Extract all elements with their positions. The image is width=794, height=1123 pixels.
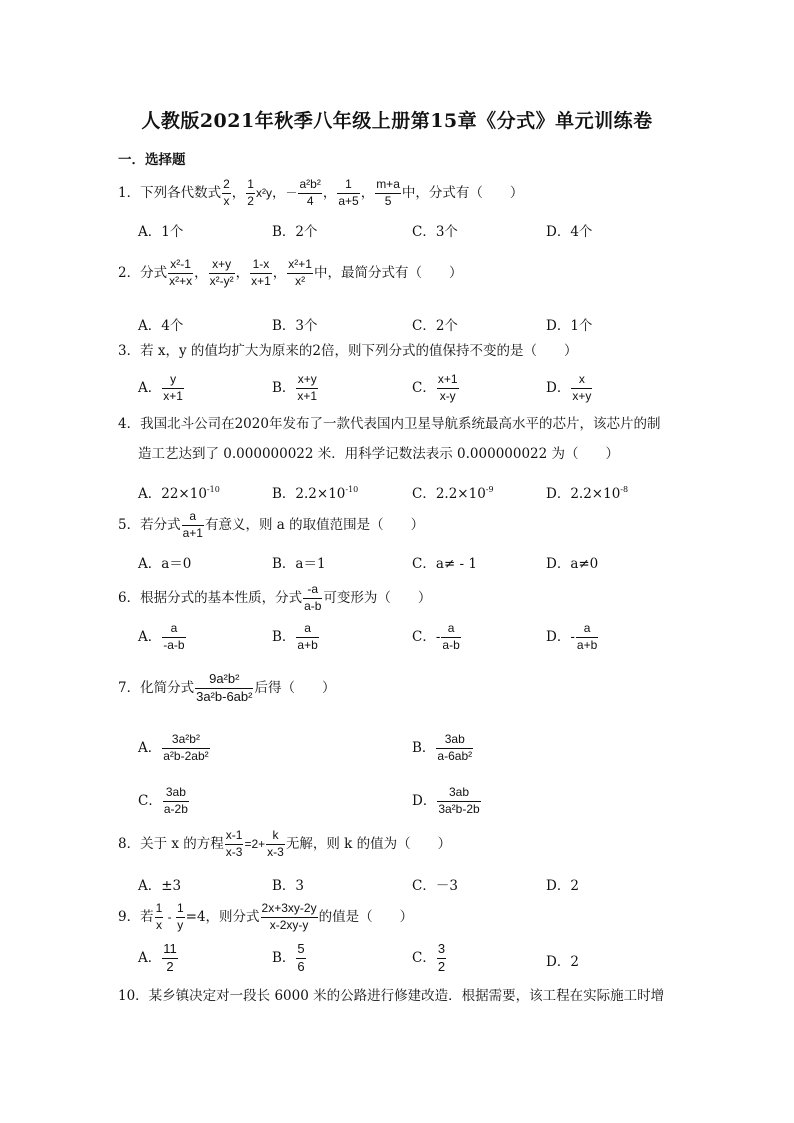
question-4-line-2: 造工艺达到了 0.000000022 米．用科学记数法表示 0.000000022 为（ ） [138, 446, 620, 462]
fraction: $\frac{\text{x²+1}}{\text{x²}}$ [288, 257, 312, 288]
option-b[interactable]: B． $\frac{x+y}{x+1}$ [272, 372, 318, 403]
fraction: $\frac{y}{x+1}$ [163, 372, 183, 403]
fraction: $\frac{a}{a-b}$ [442, 621, 460, 652]
option-a[interactable]: A．±3 [138, 878, 182, 894]
option-b[interactable]: B．2个 [272, 224, 318, 240]
option-d[interactable]: D．2 [546, 878, 579, 894]
option-a[interactable]: A． $\frac{y}{x+1}$ [138, 372, 183, 403]
question-7: 7．化简分式 $\frac{\text{9a²b²}}{\text{3a²b-6ab²}}$ 后得（ ） [118, 671, 336, 704]
fraction: $\frac{3ab}{\text{a-6ab²}}$ [437, 732, 473, 763]
question-6: 6．根据分式的基本性质，分式 $\frac{-a}{a-b}$ 可变形为（ ） [118, 582, 432, 613]
option-a[interactable]: A．a＝0 [138, 556, 192, 572]
option-c[interactable]: C．a≠ - 1 [412, 556, 477, 572]
fraction: $\frac{x+y}{x+1}$ [297, 372, 318, 403]
option-a[interactable]: A．$22\times 10^{-10}$ [138, 485, 220, 502]
fraction: $\frac{1-x}{x+1}$ [251, 257, 271, 288]
question-3: 3．若 x，y 的值均扩大为原来的2倍，则下列分式的值保持不变的是（ ） [118, 343, 578, 359]
option-b[interactable]: B．3个 [272, 318, 318, 334]
option-d[interactable]: D． $\frac{3ab}{\text{3a²b-2b}}$ [412, 785, 480, 816]
fraction: $\frac{1}{y}$ [176, 901, 184, 932]
fraction: $\frac{a}{a+b}$ [297, 621, 318, 652]
option-c[interactable]: C．2个 [412, 318, 458, 334]
fraction: $\frac{x-1}{x-3}$ [225, 828, 243, 859]
option-d[interactable]: D．a≠0 [546, 556, 599, 572]
page-title: 人教版2021年秋季八年级上册第15章《分式》单元训练卷 [141, 110, 653, 132]
question-1: 1．下列各代数式 $\frac{2}{x}$ ， $\frac{1}{2}$ x²y，－ $\frac{\text{a²b²}}{4}$ ， $\frac{1}{a+5}$ ， $\frac{m+a}{5}$ 中，分式有（ ） [118, 177, 524, 208]
option-b[interactable]: B． $\frac{a}{a+b}$ [272, 621, 318, 652]
fraction: $\frac{a}{a+b}$ [576, 621, 598, 652]
question-10: 10．某乡镇决定对一段长 6000 米的公路进行修建改造．根据需要，该工程在实际施工时增 [118, 988, 665, 1004]
question-9: 9．若 $\frac{1}{x}$ - $\frac{1}{y}$ =4，则分式 $\frac{2x+3xy-2y}{x-2xy-y}$ 的值是（ ） [118, 901, 414, 932]
option-b[interactable]: B．$2.2\times 10^{-10}$ [272, 485, 359, 502]
option-d[interactable]: D．$2.2\times 10^{-8}$ [546, 485, 629, 502]
fraction: $\frac{2}{x}$ [223, 177, 230, 208]
fraction: $\frac{1}{2}$ [247, 177, 254, 208]
option-c[interactable]: C． $\frac{3ab}{a-2b}$ [138, 785, 188, 816]
option-d[interactable]: D．2 [546, 954, 579, 970]
fraction: $\frac{3ab}{a-2b}$ [163, 785, 188, 816]
question-2: 2．分式 $\frac{\text{x²-1}}{\text{x²+x}}$ ， $\frac{x+y}{\text{x²-y²}}$ ， $\frac{1-x}{x+1}$ ， $\frac{\text{x²+1}}{\text{x²}}$ 中，最简分式有（ ） [118, 257, 463, 288]
option-a[interactable]: A． $\frac{\text{3a²b²}}{\text{a²b-2ab²}}$ [138, 732, 209, 763]
option-c[interactable]: C． $\frac{3}{2}$ [412, 941, 446, 974]
fraction: $\frac{-a}{a-b}$ [304, 582, 322, 613]
fraction: $\frac{x+y}{\text{x²-y²}}$ [209, 257, 234, 288]
option-d[interactable]: D．4个 [546, 224, 593, 240]
question-8: 8．关于 x 的方程 $\frac{x-1}{x-3}$ =2+ $\frac{k}{x-3}$ 无解，则 k 的值为（ ） [118, 828, 452, 859]
option-c[interactable]: C．- $\frac{a}{a-b}$ [412, 621, 460, 652]
fraction: $\frac{5}{6}$ [297, 941, 305, 974]
fraction: $\frac{11}{2}$ [163, 941, 177, 974]
option-d[interactable]: D． $\frac{x}{x+y}$ [546, 372, 592, 403]
fraction: $\frac{m+a}{5}$ [376, 177, 400, 208]
question-5: 5．若分式 $\frac{a}{a+1}$ 有意义，则 a 的取值范围是（ ） [118, 509, 425, 540]
fraction: $\frac{\text{3a²b²}}{\text{a²b-2ab²}}$ [163, 732, 209, 763]
fraction: $\frac{\text{9a²b²}}{\text{3a²b-6ab²}}$ [196, 671, 253, 704]
section-heading: 一．选择题 [118, 152, 186, 168]
option-b[interactable]: B．3 [272, 878, 305, 894]
option-c[interactable]: C．$2.2\times 10^{-9}$ [412, 485, 494, 502]
fraction: $\frac{3}{2}$ [437, 941, 446, 974]
option-c[interactable]: C．－3 [412, 878, 458, 894]
option-b[interactable]: B．a＝1 [272, 556, 326, 572]
option-a[interactable]: A．1个 [138, 224, 184, 240]
option-d[interactable]: D．- $\frac{a}{a+b}$ [546, 621, 598, 652]
fraction: $\frac{x+1}{x-y}$ [437, 372, 458, 403]
fraction: $\frac{2x+3xy-2y}{x-2xy-y}$ [261, 901, 317, 932]
option-b[interactable]: B． $\frac{5}{6}$ [272, 941, 305, 974]
question-4-line-1: 4．我国北斗公司在2020年发布了一款代表国内卫星导航系统最高水平的芯片，该芯片的制 [118, 416, 661, 432]
fraction: $\frac{1}{x}$ [155, 901, 163, 932]
fraction: $\frac{\text{a²b²}}{4}$ [299, 177, 321, 208]
option-c[interactable]: C．3个 [412, 224, 458, 240]
option-a[interactable]: A． $\frac{11}{2}$ [138, 941, 177, 974]
option-d[interactable]: D．1个 [546, 318, 593, 334]
option-a[interactable]: A． $\frac{a}{-a-b}$ [138, 621, 185, 652]
option-c[interactable]: C． $\frac{x+1}{x-y}$ [412, 372, 458, 403]
fraction: $\frac{3ab}{\text{3a²b-2b}}$ [438, 785, 480, 816]
option-b[interactable]: B． $\frac{3ab}{\text{a-6ab²}}$ [412, 732, 473, 763]
fraction: $\frac{a}{-a-b}$ [163, 621, 185, 652]
fraction: $\frac{\text{x²-1}}{\text{x²+x}}$ [169, 257, 193, 288]
fraction: $\frac{k}{x-3}$ [267, 828, 284, 859]
fraction: $\frac{a}{a+1}$ [182, 509, 203, 540]
option-a[interactable]: A．4个 [138, 318, 184, 334]
fraction: $\frac{1}{a+5}$ [338, 177, 359, 208]
fraction: $\frac{x}{x+y}$ [572, 372, 592, 403]
